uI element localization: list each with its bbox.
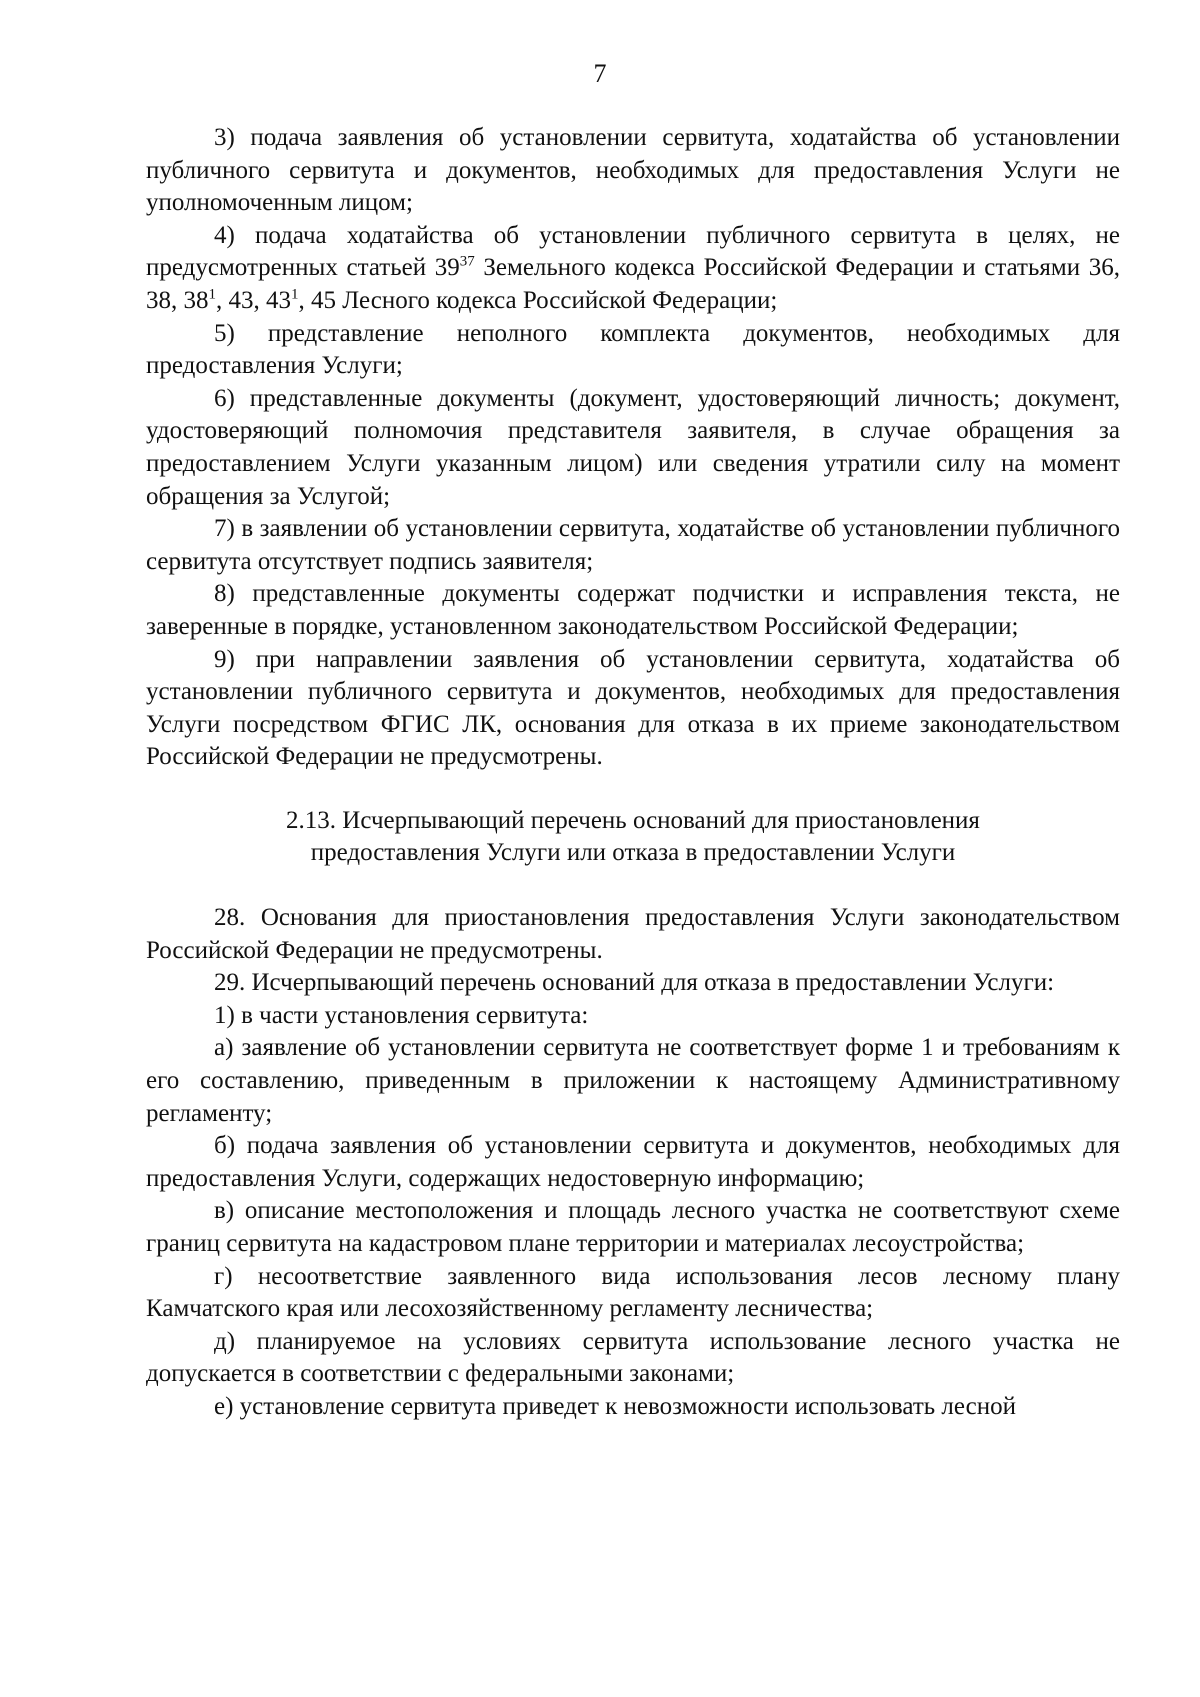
superscript: 37 <box>459 254 475 271</box>
superscript: 1 <box>291 286 299 303</box>
text-fragment: 4) подача ходатайства об установлении публичного сервитута в целях, не предусмотренных статьей 39 <box>146 221 1120 282</box>
paragraph: б) подача заявления об установлении сервитута и документов, необходимых для предоставления Услуги, содержащих недостоверную информацию; <box>146 1132 1120 1192</box>
paragraph: е) установление сервитута приведет к невозможности использовать лесной <box>214 1392 1016 1420</box>
page-number: 7 <box>593 59 607 88</box>
list-item: 9) при направлении заявления об установлении сервитута, ходатайства об установлении публичного сервитута и документов, необходимых для предоставления Услуги посредством ФГИС ЛК, основания для отказа в их приеме законодательством Российской Федерации не предусмотрены. <box>146 645 1120 771</box>
paragraph: 28. Основания для приостановления предоставления Услуги законодательством Российской Федерации не предусмотрены. <box>146 904 1120 964</box>
text-fragment: , 45 Лесного кодекса Российской Федерации; <box>298 286 778 314</box>
paragraph: г) несоответствие заявленного вида использования лесов лесному плану Камчатского края или лесохозяйственному регламенту лесничества; <box>146 1262 1120 1323</box>
paragraph: 29. Исчерпывающий перечень оснований для отказа в предоставлении Услуги: <box>214 969 1055 997</box>
list-item: 6) представленные документы (документ, удостоверяющий личность; документ, удостоверяющий полномочия представителя заявителя, в случае обращения за предоставлением Услуги указанным лицом) или сведения утратили силу на момент обращения за Услугой; <box>146 384 1120 510</box>
list-item: 5) представление неполного комплекта документов, необходимых для предоставления Услуги; <box>146 319 1120 380</box>
text-fragment: Земельного кодекса Российской Федерации и статьями 36, 38, 38 <box>146 254 1120 314</box>
section-heading-line: предоставления Услуги или отказа в предоставлении Услуги <box>310 839 956 867</box>
paragraph: 1) в части установления сервитута: <box>214 1001 589 1029</box>
document-body <box>146 122 1120 1424</box>
paragraph: в) описание местоположения и площадь лесного участка не соответствуют схеме границ сервитута на кадастровом плане территории и материалах лесоустройства; <box>146 1197 1120 1257</box>
section-heading-line: 2.13. Исчерпывающий перечень оснований для приостановления <box>286 806 980 834</box>
list-item <box>146 220 1120 318</box>
list-item: 8) представленные документы содержат подчистки и исправления текста, не заверенные в порядке, установленном законодательством Российской Федерации; <box>146 580 1120 640</box>
superscript: 1 <box>208 286 216 303</box>
list-item: 3) подача заявления об установлении сервитута, ходатайства об установлении публичного сервитута и документов, необходимых для предоставления Услуги не уполномоченным лицом; <box>146 124 1120 217</box>
list-item: 7) в заявлении об установлении сервитута, ходатайстве об установлении публичного сервитута отсутствует подпись заявителя; <box>146 515 1120 575</box>
paragraph: а) заявление об установлении сервитута не соответствует форме 1 и требованиям к его составлению, приведенным в приложении к настоящему Административному регламенту; <box>146 1034 1120 1127</box>
text-fragment: , 43, 43 <box>216 286 291 314</box>
section-heading <box>146 805 1120 870</box>
paragraph: д) планируемое на условиях сервитута использование лесного участка не допускается в соответствии с федеральными законами; <box>146 1327 1120 1388</box>
